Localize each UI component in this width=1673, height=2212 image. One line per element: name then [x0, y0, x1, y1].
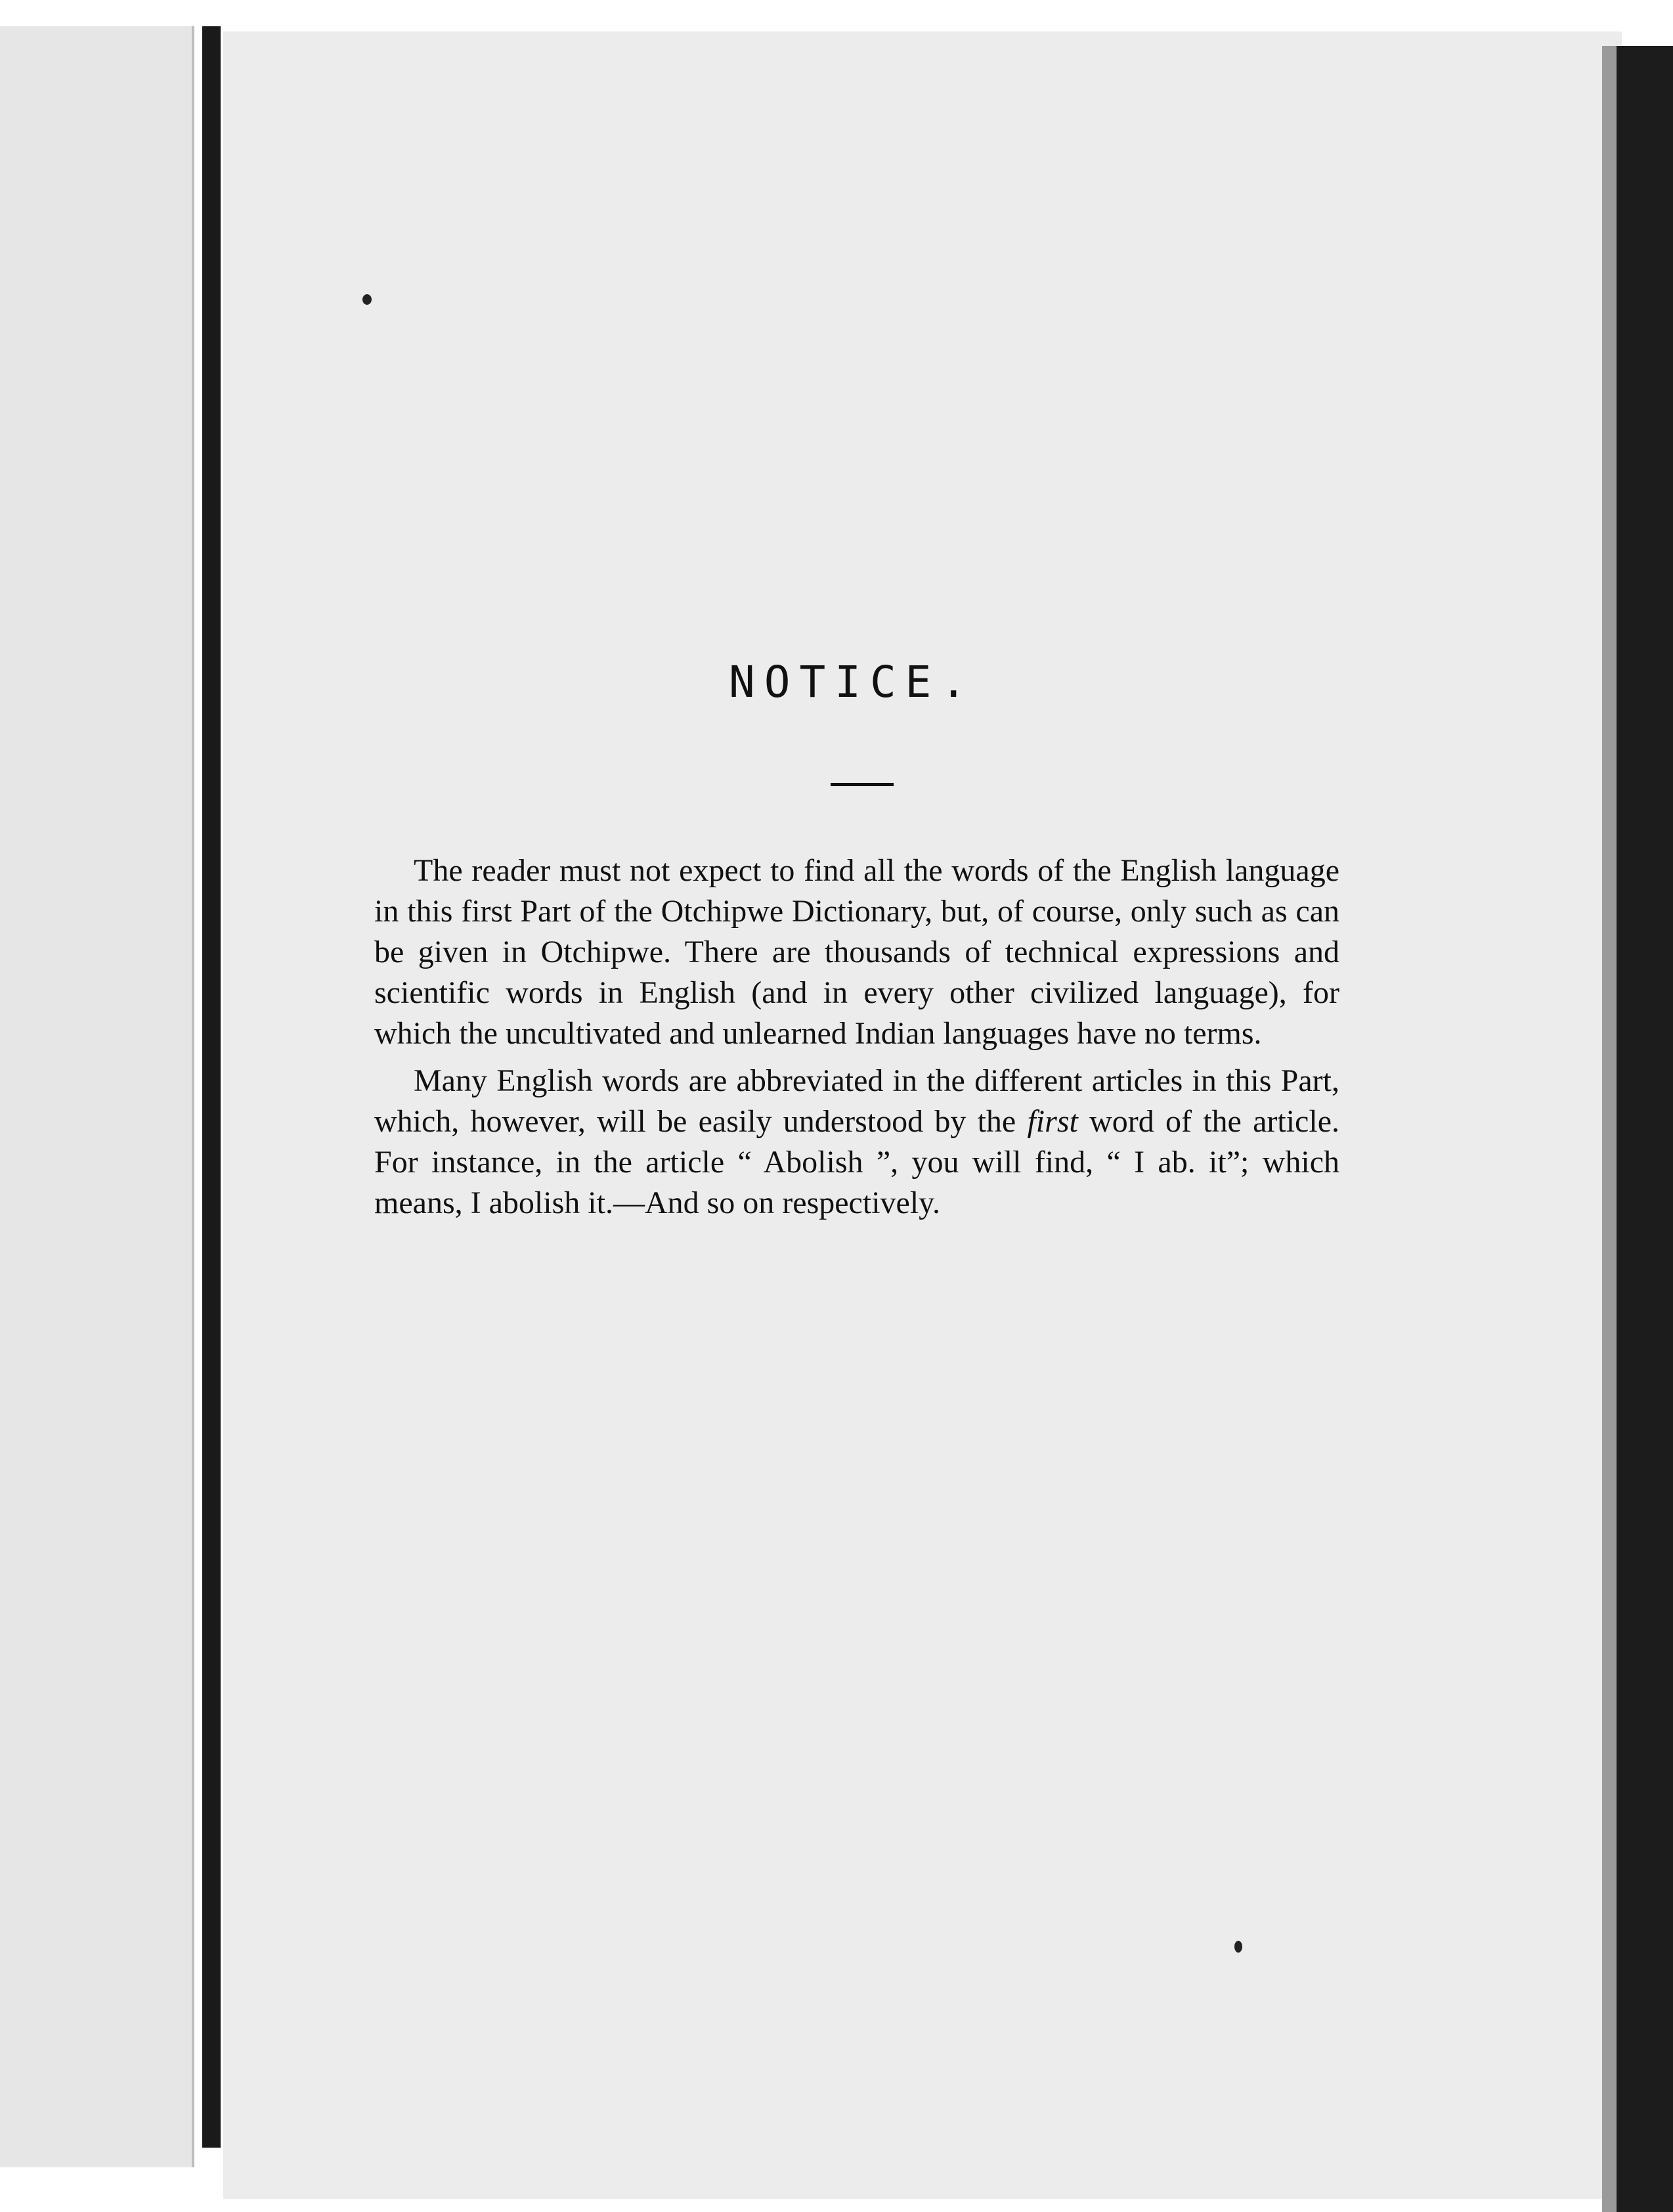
- page-title: NOTICE.: [729, 657, 976, 707]
- notice-body: [374, 851, 1339, 1230]
- italic-word: first: [1027, 1104, 1078, 1139]
- paragraph-2-start: Many English words are abbreviated in the different articles in this Part, which, however, will be easily understood by the: [374, 1063, 1339, 1139]
- paragraph-2-end: word of the article. For instance, in the article “ Abolish ”, you will find, “ I ab. it”; which means, I abolish it.—And so on respectively.: [374, 1104, 1339, 1220]
- paragraph-1: The reader must not expect to find all the words of the English language in this first Part of the Otchipwe Dictionary, but, of course, only such as can be given in Otchipwe. There are thousands of technical expressions and scientific words in English (and in every other civilized language), for which the uncultivated and unlearned Indian languages have no terms.: [374, 853, 1339, 1051]
- binding-shadow: [202, 26, 221, 2148]
- left-page-edge: [0, 26, 194, 2167]
- dust-speck: [1234, 1941, 1242, 1953]
- right-book-edge: [1617, 46, 1673, 2212]
- page-edge-shadow: [1602, 46, 1618, 2212]
- title-rule: [831, 783, 894, 786]
- dust-speck: [362, 294, 372, 305]
- paragraph-2: [374, 1061, 1339, 1224]
